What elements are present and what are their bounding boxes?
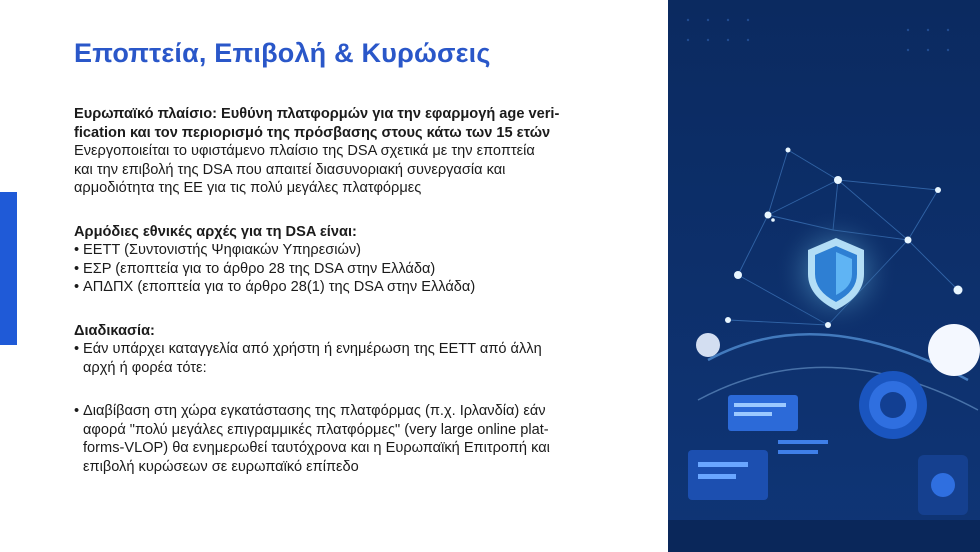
- authority-item: • ΑΠΔΠΧ (εποπτεία για το άρθρο 28(1) της DSA στην Ελλάδα): [74, 279, 476, 295]
- bullet-mark: •: [74, 242, 80, 258]
- authority-item: • ΕΣΡ (εποπτεία για το άρθρο 28 της DSA στην Ελλάδα): [74, 260, 436, 277]
- accent-bar: [0, 192, 17, 345]
- intro-heading-line-1: Ευρωπαϊκό πλαίσιο: Ευθύνη πλατφορμών για την εφαρμογή age veri-: [74, 106, 560, 122]
- procedure-item: • Εάν υπάρχει καταγγελία από χρήστη ή ενημέρωση της ΕΕΤΤ από άλλη αρχή ή φορέα τότε:: [74, 341, 542, 376]
- bullet-mark: •: [74, 403, 80, 419]
- authority-item: • ΕΕΤΤ (Συντονιστής Ψηφιακών Υπηρεσιών): [74, 242, 362, 258]
- slide-content: [74, 105, 634, 476]
- intro-body-line-2: και την επιβολή της DSA που απαιτεί διασυνοριακή συνεργασία και: [74, 161, 506, 178]
- security-network-illustration: [668, 0, 980, 552]
- bullet-mark: •: [74, 279, 80, 295]
- intro-body-line-3: αρμοδιότητα της ΕΕ για τις πολύ μεγάλες πλατφόρμες: [74, 180, 422, 196]
- security-shield-network-icon: [668, 0, 980, 552]
- slide-title: Εποπτεία, Επιβολή & Κυρώσεις: [74, 38, 491, 68]
- procedure-heading: Διαδικασία:: [74, 322, 155, 339]
- intro-body-line-1: Ενεργοποιείται το υφιστάμενο πλαίσιο της DSA σχετικά με την εποπτεία: [74, 143, 535, 159]
- bullet-mark: •: [74, 341, 80, 357]
- intro-heading-line-2: fication και τον περιορισμό της πρόσβασης στους κάτω των 15 ετών: [74, 124, 551, 141]
- procedure-item: • Διαβίβαση στη χώρα εγκατάστασης της πλατφόρμας (π.χ. Ιρλανδία) εάν αφορά "πολύ μεγάλες επιγραμμικές πλατφόρμες" (very large online plat- forms-VLOP) θα ενημερωθεί ταυτόχρονα και η Ευρωπαϊκή Επιτροπή και επιβολή κυρώσεων σε ευρωπαϊκό επίπεδο: [74, 403, 550, 475]
- authorities-heading: Αρμόδιες εθνικές αρχές για τη DSA είναι:: [74, 223, 357, 240]
- bullet-mark: •: [74, 260, 80, 277]
